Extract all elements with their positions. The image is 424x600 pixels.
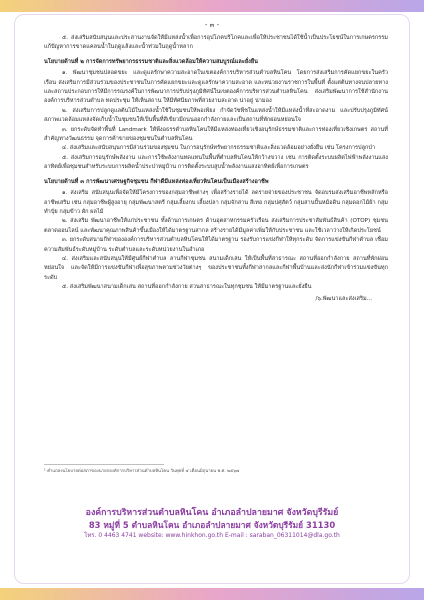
policy-3-item-5: ๕. ส่งเสริมพัฒนาสนามเด็กเล่น สถานที่ออกกำลังกาย สวนสาธารณะในทุกชุมชน ให้มีมาตรฐานและยั่งยืน — [62, 284, 312, 291]
policy-2-item-5: ๕. ส่งเสริมการอนุรักษ์พลังงาน และการใช้พลังงานทดแทนในพื้นที่ตำบลหินโคนให้กว้างขวาง เช่น การติดตั้งระบบผลิตไฟฟ้าพลังงานแสงอาทิตย์เพื่อชุมชนสำหรับระบบการผลิตน้ำประปาหมู่บ้าน การติดตั้งระบบสูบน้ำพลังงานแสงอาทิตย์เพื่อการเกษตร — [44, 154, 388, 171]
policy-3-item-3: ๓. ยกระดับสนามกีฬาขององค์การบริหารส่วนตำบลหินโคนให้ได้มาตรฐาน รองรับการแข่งกีฬาให้ทุกระดับ จัดการแข่งขันกีฬาตำบล เชื่อมความสัมพันธ์ระดับหมู่บ้าน ระดับตำบลและระดับหน่วยงานในอำเภอ — [44, 237, 388, 253]
document-body — [44, 34, 388, 310]
policy-3-item-4: ๔. ส่งเสริมและสนับสนุนให้มีศูนย์กีฬาตำบล ลานกีฬาชุมชน สนามเด็กเล่น ให้เป็นพื้นที่สาธารณะ สถานที่ออกกำลังกาย สถานที่พักผ่อนหย่อนใจ และจัดให้มีการแข่งขันกีฬาเพื่อสุขภาพตามช่วงวัยต่างๆ ของประชาชนทั้งกีฬาสากลและกีฬาพื้นบ้านและส่งนักกีฬาเข้าร่วมแข่งขันทุกระดับ — [44, 255, 388, 281]
footnote-divider — [44, 464, 164, 465]
page-number: - ๓ - — [204, 21, 220, 29]
policy-heading-2: นโยบายด้านที่ ๒ การจัดการทรัพยากรธรรมชาติและสิ่งแวดล้อมให้ความสมบูรณ์และยั่งยืน — [44, 58, 258, 65]
policy-2-item-2: ๒. ส่งเสริมการปลูกดูแลต้นไม้ในแหล่งน้ำใช้ในชุมชนให้พอเพียง กำจัดวัชพืชในแหล่งน้ำให้มีแหล่งน้ำที่สะอาดงาม และปรับปรุงภูมิทัศน์สภาพแวดล้อมแหล่งจัดเก็บน้ำในชุมชนให้เป็นพื้นที่สีเขียวมีถนนออกกำลังกายและเป็นสถานที่พักผ่อนหย่อนใจ — [44, 107, 388, 124]
policy-2-item-4: ๔. ส่งเสริมและสนับสนุนการมีส่วนร่วมของชุมชน ในการอนุรักษ์ทรัพยากรธรรมชาติและสิ่งแวดล้อมอย่างยั่งยืน เช่น โครงการปลูกป่า — [62, 145, 376, 152]
continued-marker: /๖.พัฒนาและส่งเสริม... — [315, 295, 372, 302]
footer-contact: โทร. 0 4463 4741 website: www.hinkhon.go.th E-mail : saraban_06311014@dla.go.th — [84, 532, 340, 539]
letterhead-footer — [0, 507, 424, 541]
policy-2-item-1: ๑. พัฒนาชุมชนปลอดขยะ และดูแลรักษาความสะอาดในเขตองค์การบริหารส่วนตำบลหินโคน โดยการส่งเสริมการคัดแยกขยะในครัวเรือน ส่งเสริมการมีส่วนร่วมของประชาชนในการคัดแยกขยะและดูแลรักษาความสะอาด และหน่วยงานราชการในพื้นที่ ตั้งแต่ต้นทางจนปลายทางและสถานประกอบการให้มีการรณรงค์ในการพัฒนาการปรับปรุงภูมิทัศน์ในเขตองค์การบริหารส่วนตำบลหินโคน ส่งเสริมพัฒนาการใช้สำนักงานองค์การบริหารส่วนตำบล ทดประชุม ให้เห็นสถาน ให้มีทัศนียภาพที่สวยงามสะอาด น่าอยู่ น่ามอง — [44, 70, 388, 105]
footer-org-name: องค์การบริหารส่วนตำบลหินโคน อำเภอลำปลายมาศ จังหวัดบุรีรัมย์ — [85, 508, 339, 518]
top-decorative-band — [0, 0, 424, 12]
policy-3-item-2: ๒. ส่งเสริม พัฒนาอาชีพให้แก่ประชาชน ทั้งด้านการเกษตร ด้านอุตสาหกรรมครัวเรือน ส่งเสริมการประชาสัมพันธ์สินค้า (OTOP) ชุมชน ตลาดออนไลน์ และพัฒนาคุณภาพสินค้าขึ้นเมืองให้ได้มาตรฐานสากล สร้างรายได้มีมูลค่าเพิ่มให้กับประชาชน และใช้เวลาว่างให้เกิดประโยชน์ — [44, 218, 388, 234]
policy-heading-3: นโยบายด้านที่ ๓ การพัฒนาเศรษฐกิจชุมชน กีฬาดีมีแหล่งท่องเที่ยวหินโคนเป็นเมืองสร้างอาชีพ — [44, 178, 269, 185]
paragraph-1-5-water: ๕. ส่งเสริมสนับสนุนและประสานงานจัดให้มีแหล่งน้ำเพื่อการอุปโภคบริโภคและเพื่อให้ประชาชนได้ใช้น้ำเป็นประโยชน์ในการเกษตรกรรมแก้ปัญหาการขาดแคลนน้ำในฤดูแล้งและน้ำท่วมในฤดูน้ำหลาก — [44, 35, 388, 51]
bottom-decorative-band — [0, 588, 424, 600]
policy-2-item-3: ๓. ยกระดับจัดทำพื้นที่ Landmark ให้พึงอธรรตำบลหินโคนให้มีแหล่งท่องเที่ยวเชิงอนุรักษ์ธรรมชาติและการท่องเที่ยวเชิงเกษตร สถานที่สำคัญทางวัฒนธรรม จุดการค้าขายของชุมชนในตำบลหินโคน — [44, 126, 388, 143]
policy-3-item-1: ๑. ส่งเสริม สนับสนุนเพื่อจัดให้มีโครงการของกลุ่มอาชีพต่างๆ เพื่อสร้างรายได้ ลดรายจ่ายของประชาชน จัดอบรมส่งเสริมอาชีพหลักหรืออาชีพเสริม เช่น กลุ่มอาชีพผู้สูงอายุ กลุ่มพัฒนาสตรี กลุ่มเลี้ยงกบ เลี้ยงปลา กลุ่มจักสาน สีเทอ กลุ่มปศุสัตว์ กลุ่มสานปั้นหม้อดิน กลุ่มดอกไม้ผ้า กลุ่มทำปุ๋ย กลุ่มข้าว ผัก ผลไม้ — [44, 190, 388, 215]
footnote: ¹ คำแถลงนโยบายต่อสภาของนายกองค์การบริหารส่วนตำบลหินโคน วันพุธที่ ๔ เดือนมิถุนายน พ.ศ. ๒๕๖๗ — [44, 469, 240, 474]
footer-address: 83 หมู่ที่ 5 ตำบลหินโคน อำเภอลำปลายมาศ จังหวัดบุรีรัมย์ 31130 — [88, 520, 336, 530]
